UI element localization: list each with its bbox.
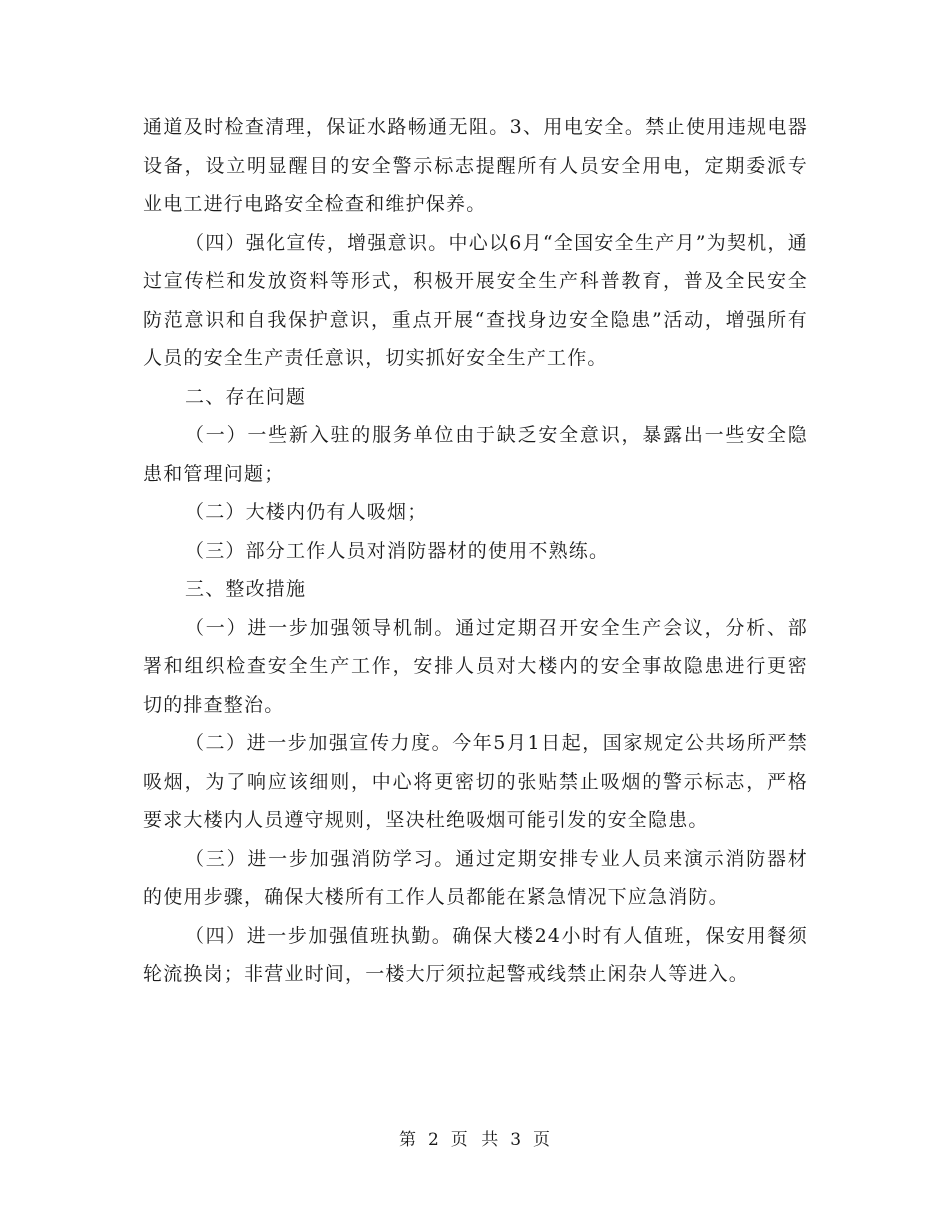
paragraph-problem-2: （二）大楼内仍有人吸烟； [185,501,428,523]
page-footer [0,1125,950,1150]
paragraph-measure-4: （四）进一步加强值班执勤。确保大楼24小时有人值班，保安用餐须轮流换岗；非营业时间，一楼大厅须拉起警戒线禁止闲杂人等进入。 [143,924,808,985]
footer-page-prefix: 第 [398,1130,417,1150]
paragraph-measure-2: （二）进一步加强宣传力度。今年5月1日起，国家规定公共场所严禁吸烟，为了响应该细则，中心将更密切的张贴禁止吸烟的警示标志，严格要求大楼内人员遵守规则，坚决杜绝吸烟可能引发的安全隐患。 [143,732,808,831]
footer-total-word: 共 [481,1130,500,1150]
footer-total-pages: 3 [510,1130,523,1150]
footer-page-suffix: 页 [533,1130,552,1150]
paragraph-problem-1: （一）一些新入驻的服务单位由于缺乏安全意识，暴露出一些安全隐患和管理问题； [143,424,808,485]
paragraph-fire-electric-safety: 通道及时检查清理，保证水路畅通无阻。3、用电安全。禁止使用违规电器设备，设立明显醒目的安全警示标志提醒所有人员安全用电，定期委派专业电工进行电路安全检查和维护保养。 [143,116,808,215]
footer-page-word: 页 [450,1130,469,1150]
paragraph-publicity: （四）强化宣传，增强意识。中心以6月“全国安全生产月”为契机，通过宣传栏和发放资料等形式，积极开展安全生产科普教育，普及全民安全防范意识和自我保护意识，重点开展“查找身边安全隐患”活动，增强所有人员的安全生产责任意识，切实抓好安全生产工作。 [143,231,808,369]
paragraph-measure-1: （一）进一步加强领导机制。通过定期召开安全生产会议，分析、部署和组织检查安全生产工作，安排人员对大楼内的安全事故隐患进行更密切的排查整治。 [143,616,808,716]
paragraph-problem-3: （三）部分工作人员对消防器材的使用不熟练。 [185,539,610,562]
section-heading-problems: 二、存在问题 [185,385,307,408]
document-body [143,108,808,994]
footer-current-page: 2 [427,1130,440,1150]
section-heading-measures: 三、整改措施 [185,578,307,600]
paragraph-measure-3: （三）进一步加强消防学习。通过定期安排专业人员来演示消防器材的使用步骤，确保大楼所有工作人员都能在紧急情况下应急消防。 [143,847,808,908]
